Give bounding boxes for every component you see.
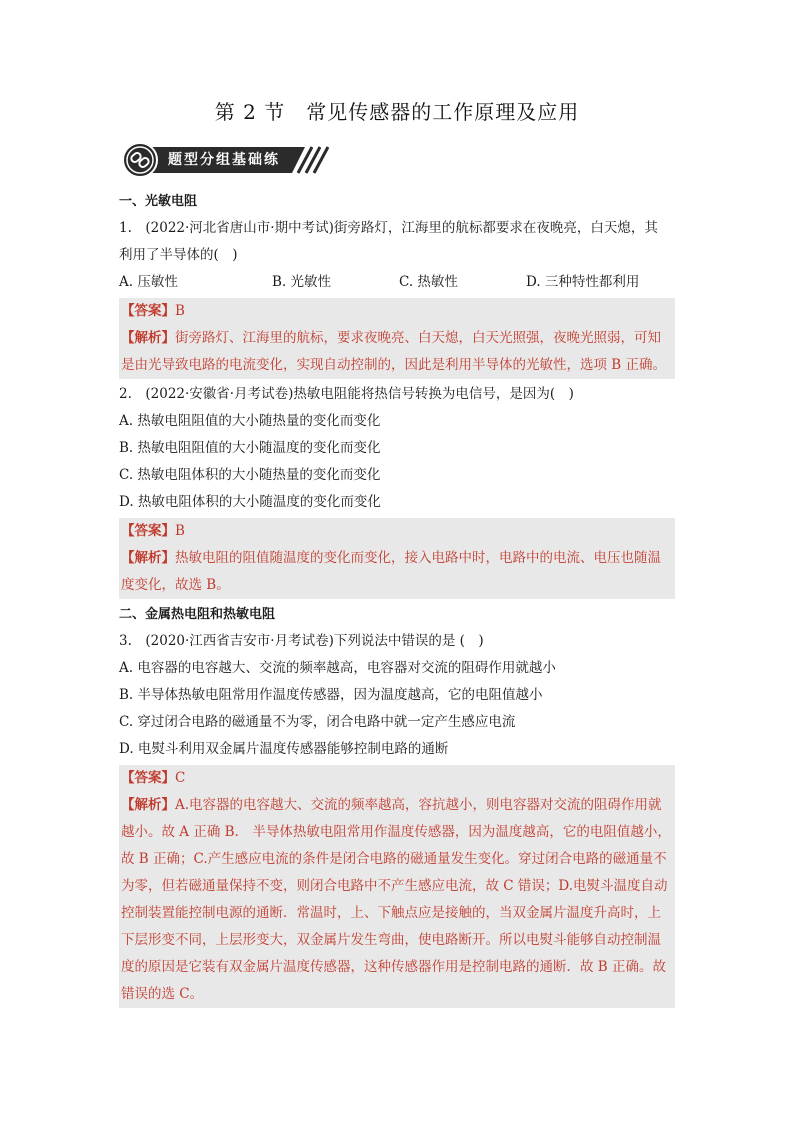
question-1-text-line-2: 利用了半导体的( ) bbox=[119, 247, 238, 263]
question-1-options bbox=[119, 269, 675, 296]
question-2-answer: B bbox=[175, 523, 185, 539]
question-3-analysis-line-7: 度的原因是它装有双金属片温度传感器，这种传感器作用是控制电路的通断．故 B 正确。故 bbox=[121, 959, 667, 975]
question-3-analysis-line-5: 控制装置能控制电源的通断．常温时，上、下触点应是接触的，当双金属片温度升高时，上 bbox=[121, 905, 661, 921]
question-3-option-c: C. 穿过闭合电路的磁通量不为零，闭合电路中就一定产生感应电流 bbox=[119, 714, 516, 730]
section-heading-1: 一、光敏电阻 bbox=[119, 194, 198, 209]
question-1-option-c: C. 热敏性 bbox=[399, 274, 458, 290]
question-1-analysis-line-1: 街旁路灯、江海里的航标，要求夜晚亮、白天熄，白天光照强，夜晚光照弱，可知 bbox=[175, 330, 661, 346]
question-3-analysis-line-8: 错误的选 C。 bbox=[121, 986, 204, 1002]
question-1-analysis-line-2: 是由光导致电路的电流变化，实现自动控制的，因此是利用半导体的光敏性，选项 B 正确。 bbox=[121, 357, 667, 373]
question-2-option-b: B. 热敏电阻阻值的大小随温度的变化而变化 bbox=[119, 440, 381, 456]
question-1-option-a: A. 压敏性 bbox=[119, 274, 178, 290]
question-3-answer-block bbox=[119, 765, 675, 1008]
analysis-tag: 【解析】 bbox=[121, 330, 175, 346]
answer-tag: 【答案】 bbox=[121, 303, 175, 319]
question-3-option-a: A. 电容器的电容越大、交流的频率越高，电容器对交流的阻碍作用就越小 bbox=[119, 660, 556, 676]
question-3-analysis-line-1: A.电容器的电容越大、交流的频率越高，容抗越小，则电容器对交流的阻碍作用就 bbox=[175, 797, 662, 813]
question-3-option-d: D. 电熨斗利用双金属片温度传感器能够控制电路的通断 bbox=[119, 741, 449, 757]
question-2-option-c: C. 热敏电阻体积的大小随热量的变化而变化 bbox=[119, 467, 381, 483]
analysis-tag: 【解析】 bbox=[121, 797, 175, 813]
question-2-option-d: D. 热敏电阻体积的大小随温度的变化而变化 bbox=[119, 494, 381, 510]
document-body bbox=[119, 188, 675, 1010]
question-3-analysis-line-6: 下层形变不同，上层形变大，双金属片发生弯曲，使电路断开。所以电熨斗能够自动控制温 bbox=[121, 932, 661, 948]
analysis-tag: 【解析】 bbox=[121, 550, 175, 566]
question-1-answer-block bbox=[119, 298, 675, 379]
question-1-option-d: D. 三种特性都利用 bbox=[526, 274, 640, 290]
answer-tag: 【答案】 bbox=[121, 770, 175, 786]
question-3-analysis-line-3: 故 B 正确；C.产生感应电流的条件是闭合电路的磁通量发生变化。穿过闭合电路的磁通量不 bbox=[121, 851, 667, 867]
question-3-analysis-line-2: 越小。故 A 正确 B. 半导体热敏电阻常用作温度传感器，因为温度越高，它的电阻值越小， bbox=[121, 824, 671, 840]
question-1-answer: B bbox=[175, 303, 185, 319]
banner-label: 题型分组基础练 bbox=[168, 152, 280, 168]
question-3-text: 3. (2020·江西省吉安市·月考试卷)下列说法中错误的是 ( ) bbox=[119, 633, 484, 649]
question-1-option-b: B. 光敏性 bbox=[272, 274, 332, 290]
question-2-option-a: A. 热敏电阻阻值的大小随热量的变化而变化 bbox=[119, 413, 381, 429]
question-3-analysis-line-4: 为零，但若磁通量保持不变，则闭合电路中不产生感应电流，故 C 错误；D.电熨斗温度自动 bbox=[121, 878, 668, 894]
question-2-analysis-line-1: 热敏电阻的阻值随温度的变化而变化，接入电路中时，电路中的电流、电压也随温 bbox=[175, 550, 661, 566]
question-3-answer: C bbox=[175, 770, 186, 786]
section-heading-2: 二、金属热电阻和热敏电阻 bbox=[119, 607, 276, 622]
question-3-option-b: B. 半导体热敏电阻常用作温度传感器，因为温度越高，它的电阻值越小 bbox=[119, 687, 543, 703]
question-2-analysis-line-2: 度变化，故选 B。 bbox=[121, 577, 230, 593]
question-2-text: 2. (2022·安徽省·月考试卷)热敏电阻能将热信号转换为电信号，是因为( ) bbox=[119, 386, 574, 402]
section-banner bbox=[120, 141, 330, 177]
answer-tag: 【答案】 bbox=[121, 523, 175, 539]
question-1-text-line-1: 1. (2022·河北省唐山市·期中考试)街旁路灯，江海里的航标都要求在夜晚亮，白天熄，其 bbox=[119, 220, 658, 236]
question-2-answer-block bbox=[119, 518, 675, 599]
page-title: 第 2 节 常见传感器的工作原理及应用 bbox=[214, 100, 580, 124]
